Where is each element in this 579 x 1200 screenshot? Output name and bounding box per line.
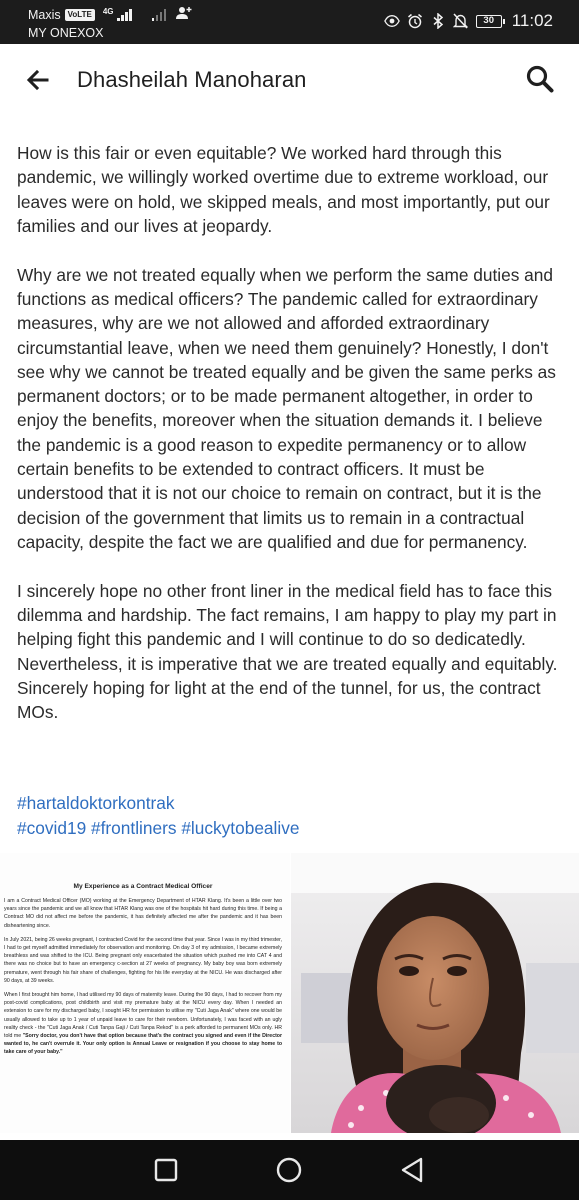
search-icon [525,64,555,94]
carrier-primary: Maxis [28,7,61,22]
signal-icon [117,9,132,21]
eye-icon [384,13,400,29]
signal-secondary-icon [152,9,167,21]
carrier-info [28,6,192,41]
alarm-icon [407,13,423,29]
clock: 11:02 [511,11,553,30]
battery-level: 30 [476,15,502,28]
document-title: My Experience as a Contract Medical Officer [73,883,213,890]
app-bar [0,44,579,116]
network-type: 4G [102,6,114,16]
document-quote: "Sorry doctor, you don't have that option because that's the contract you signed and even if the Director wanted to, he can't overrule it. Your only option is Annual Leave or resignation if you choose to stay home to take care of your baby." [4,1033,282,1056]
search-button[interactable] [525,64,555,94]
post-paragraph: Why are we not treated equally when we perform the same duties and functions as medical officers? The pandemic called for extraordinary measures, why are we not allowed and afforded extraordinary circumstantial leave, when we need them genuinely? Honestly, I don't see why we cannot be treated equally and be given the same perks as permanent doctors; or to be made permanent altogether, in order to enjoy the benefits, moreover when the situation demands it. I believe the pandemic is a good reason to expedite permanency or to allow certain benefits to be extended to contract officers. It must be understood that it is not our choice to remain on contract, but it is the decision of the government that limits us to remain in a contractual capacity, despite the fact we are qualified and due for permanency. [17,264,556,552]
document-paragraph [4,991,282,1057]
attachment-document-image[interactable] [0,853,290,1133]
hashtag-link[interactable]: #covid19 [17,817,87,838]
status-bar [0,0,579,44]
navigation-bar [0,1140,579,1200]
battery-icon [476,15,505,28]
mute-bell-icon [453,13,469,29]
back-button[interactable] [24,66,52,94]
add-user-icon [176,6,192,24]
selfie-photo [291,853,579,1133]
hashtag-link[interactable]: #frontliners [91,817,177,838]
square-icon [151,1155,181,1185]
volte-badge: VoLTE [65,9,95,21]
post-paragraph: How is this fair or even equitable? We worked hard through this pandemic, we willingly worked overtime due to extreme workload, our leaves were on hold, we skipped meals, and most importantly, put our families and our lives at jeopardy. [17,143,550,236]
document-paragraph-text: When I first brought him home, I had utilised my 90 days of maternity leave. During the 90 days, I had to recover from my post-covid complications, post childbirth and visit my premature baby at the NICU every day. When I needed an extension to care for my discharged baby, I sought HR for permission to utilise my "Cuti Jaga Anak" where one would be usually allowed to take up to 1 year of unpaid leave to care for their newborn. Unfortunately, I was faced with an ugly reality check - the "Cuti Jaga Anak / Cuti Tanpa Gaji / Cuti Tanpa Rekod" is a perk afforded to permanent MOs only. HR told me [4,992,282,1040]
bluetooth-icon [430,13,446,29]
document-paragraph: In July 2021, being 26 weeks pregnant, I contracted Covid for the second time that year. Since I was in my third trimester, I had to get myself admitted immediately for observation and monitoring. On day 3 of my admission, I became extremely breathless and was shifted to the ICU. Being pregnant only exacerbated the situation which pushed me into CAT 4 and there was no choice but to have an emergency c-section at 27 weeks of pregnancy. My baby boy was born extremely premature, went through his fair share of challenges, fighting for his life everyday at the NICU. He was discharged after 90 days, at 39 weeks. [4,936,282,984]
page-title: Dhasheilah Manoharan [77,67,307,92]
recents-button[interactable] [151,1155,181,1185]
arrow-left-icon [24,66,52,94]
back-nav-button[interactable] [397,1155,427,1185]
triangle-back-icon [397,1155,427,1185]
post-paragraph: I sincerely hope no other front liner in the medical field has to face this dilemma and hardship. The fact remains, I am happy to play my part in helping fight this pandemic and I will continue to do so dedicatedly. Nevertheless, it is imperative that we are treated equally and equitably. Sincerely hoping for light at the end of the tunnel, for us, the contract MOs. [17,580,558,723]
status-icons [384,11,553,31]
hashtags [17,791,299,840]
hashtag-link[interactable]: #hartaldoktorkontrak [17,793,175,813]
attachment-photo[interactable] [291,853,579,1133]
circle-icon [274,1155,304,1185]
carrier-secondary: MY ONEXOX [28,26,104,40]
document-paragraph: I am a Contract Medical Officer (MO) working at the Emergency Department of HTAR Klang. It's been a little over two years since the pandemic and we all know that HTAR Klang was one of the hospitals hit hard during this time. If being a Contract MO did not affect me before the pandemic, it has definitely affected me after the pandemic and it has been disheartening since. [4,898,282,929]
post-body [17,141,565,749]
hashtag-link[interactable]: #luckytobealive [181,817,300,838]
home-button[interactable] [274,1155,304,1185]
